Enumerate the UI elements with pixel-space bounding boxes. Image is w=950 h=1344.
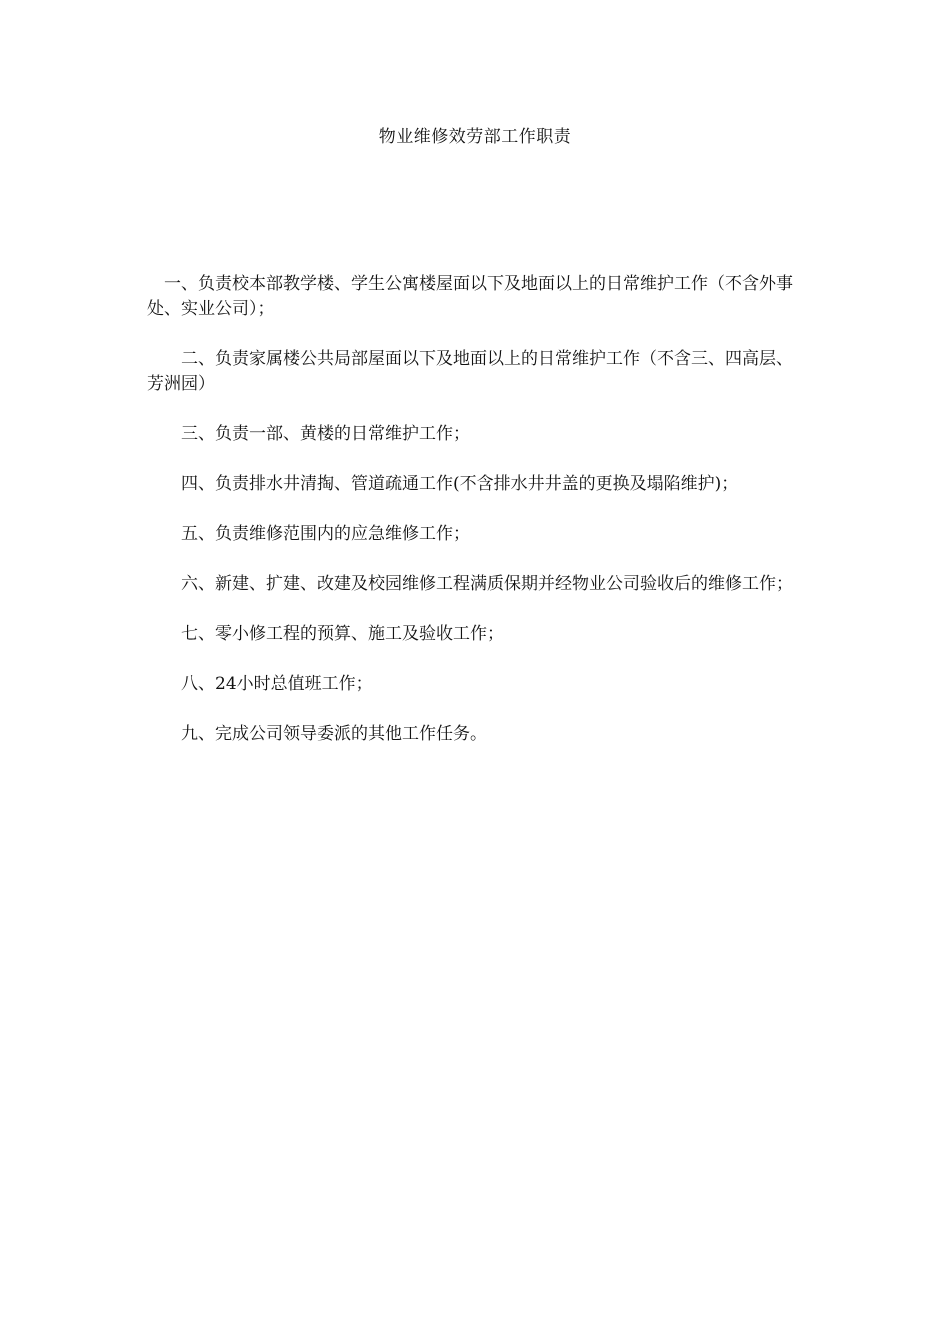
duty-item-2: 二、负责家属楼公共局部屋面以下及地面以上的日常维护工作（不含三、四高层、芳洲园）: [147, 349, 793, 394]
duty-item-8: 八、24小时总值班工作；: [181, 674, 373, 694]
document-body: [147, 272, 807, 772]
duty-item-5: 五、负责维修范围内的应急维修工作；: [181, 524, 470, 544]
duty-item-9: 九、完成公司领导委派的其他工作任务。: [181, 724, 487, 744]
duty-item-7: 七、零小修工程的预算、施工及验收工作；: [181, 624, 504, 644]
duty-item-4: 四、负责排水井清掏、管道疏通工作(不含排水井井盖的更换及塌陷维护)；: [181, 474, 739, 494]
duty-item-3: 三、负责一部、黄楼的日常维护工作；: [181, 424, 470, 444]
duty-item-1: 一、负责校本部教学楼、学生公寓楼屋面以下及地面以上的日常维护工作（不含外事处、实业公司）；: [147, 274, 793, 319]
duty-item-6: 六、新建、扩建、改建及校园维修工程满质保期并经物业公司验收后的维修工作；: [181, 574, 793, 594]
document-title: 物业维修效劳部工作职责: [378, 127, 572, 147]
